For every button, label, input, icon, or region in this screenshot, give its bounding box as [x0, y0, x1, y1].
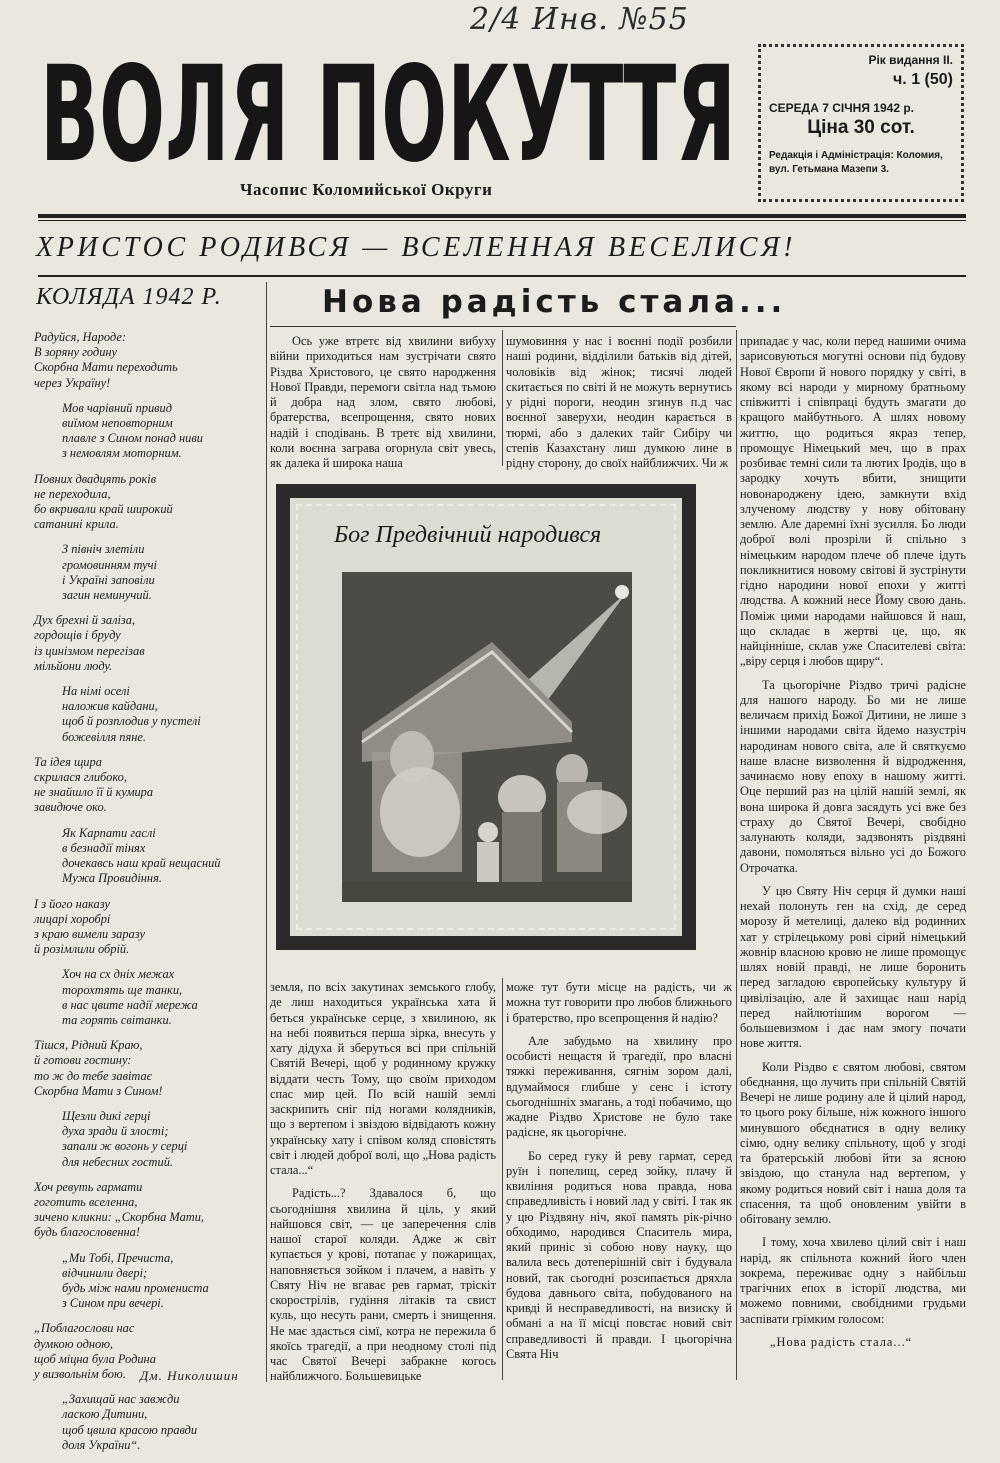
christmas-slogan: ХРИСТОС РОДИВСЯ — ВСЕЛЕННАЯ ВЕСЕЛИСЯ! [36, 232, 796, 263]
article-paragraph: Ось уже втретє від хвилини вибуху війни приходиться нам зустрічати свято Різдва Христового, це свято народження Нової Правди, перемоги світла над тьмою й добра над злом, свято любові, братерства, всепрощення, свято нових надій і сподівань. В третє від хвилини, коли воєнна заграва огорнула світ увесь, як далека й широка наша [270, 334, 496, 470]
article-closing-line: „Нова радість стала...“ [770, 1334, 913, 1349]
poem-stanza: З північ злетіли громовинням тучі і Україні заповіли загин неминучий. [62, 542, 157, 603]
article-paragraph: Коли Різдво є святом любові, святом обєднання, що лучить при спільній Святій Вечері не лише родину але й цілий народ, то цього року більше, ніж кожного іншого минувшого обєднатися в одну велику сімю, одну велику спільноту, щоб у згоді та братерській любові йти за ясною звіздою, що станула над вертепом, у якому родиться новий світ і наша доля та спасення, та щоб оновленим увійти в обітовану землю. [740, 1059, 966, 1226]
article-paragraph: Радість...? Здавалося б, що сьогоднішня хвилина й ціль, у який найшовся світ, — це заперечення слів нашої старої коляди. Адже ж світ купається у крові, потапає у пожарищах, наповняється зойком і плачем, а навіть у Святу Ніч не вгаває рев гармат, тріскіт скорострілів, гудіння літаків та свист куль, що несуть рани, смерть і знищення. Не має здасться сімї, котра не пережила б якоїсь трагедії, а при неодному столі під час Святої Вечері забракне когось найближчого. Большевицьке [270, 1186, 496, 1384]
poem-stanza: Та ідея щира скрилася глибоко, не знайшло її й кумира завидюче око. [34, 754, 154, 815]
poem-author: Дм. Николишин [140, 1368, 239, 1383]
article-paragraph: Та цьогорічне Різдво тричі радісне для нашого народу. Бо ми не лише величаєм прихід Божої Дитини, не лише з іншими народами світа йдемо назустріч народинам нового світа, але й святкуємо наше власне визволення й відродження, зачинаємо нову епоху в нашому житті. Оце перший раз на цілій нашій землі, як вона широка й довга засядуть усі вже без страху до Святої Вечері, свобідно залунають коляди, задзвонять різдвяні давони, помоляться вільно усі до Божого Отрочатка. [740, 677, 966, 875]
article-paragraph: Бо серед гуку й реву гармат, серед руїн і попелищ, серед зойку, плачу й квиління родиться нова правда, нова справедливість і новий лад у світі. І так як у цю Різдвяну ніч, якої память рік-річно обходимо, народився Спаситель мира, який приніс зі собою нову науку, що валила весь дотеперішній світ і будувала новий, так сьогодні розсипається дряхла будова давнього світа, побудованого на кривді й несправедливості, на визиску й обмані а на її місці повстає новий світ справедливості й правди. І цьогорічна Свята Ніч [506, 1148, 732, 1361]
poem-title: КОЛЯДА 1942 Р. [36, 284, 222, 310]
article-column-2-bottom [506, 980, 732, 1362]
column-rule [266, 282, 267, 1382]
article-paragraph: припадає у час, коли перед нашими очима зарисовуються могутні основи під будову Нової Європи й нового порядку у світі, в якому всі народи у мирному братньому співжитті і співпраці будуть змагати до кращого майбутнього. А шлях новому життю, що родиться якраз тепер, промощує Німецький меч, що в прах розбиває темні сили та лютих Іродів, що в зародку хочуть вбити, знищити новонароджену ідею, замкнути вхід злученому людству у нову обітовану землю. Але даремні їхні зусилля. Бо люди доброї волі прозріли й спільно з німецьким народом плече об плече ідуть покликнитися новому світові й зустрінути гідно народини нової епохи у житті людства. А кожний несе Йому свою дань. Поміж цими народами найшовся й наш, що складає в жертві це, що, як найцінніше, склав уже Спасителеві світа: „віру серця і любов щиру“. [740, 334, 966, 669]
masthead-rule-thin [38, 220, 966, 221]
headline-rule [270, 326, 736, 327]
editorial-address [769, 149, 953, 176]
article-headline: Нова радість стала... [322, 284, 787, 320]
poem-stanza: „Захищай нас завжди ласкою Дитини, щоб цвила красою правди доля України“. [62, 1392, 198, 1452]
column-rule [736, 330, 737, 1380]
article-column-1-top [270, 334, 496, 471]
article-paragraph: І тому, хоча хвилево цілий світ і наш нарід, як спільнота кожний його член зокрема, переживає одну з найбільш трагічних епох в історії людства, ми можемо повними, свобідними грудьми заспівати грімким голосом: [740, 1235, 966, 1326]
article-column-2-top [506, 334, 732, 471]
masthead-subtitle: Часопис Коломийської Округи [240, 180, 493, 199]
issue-number: ч. 1 (50) [893, 71, 953, 88]
article-paragraph: земля, по всіх закутинах земського глобу, де лиш находиться українська хата й беться українське серце, з хвилиною, як на небі появиться перша зірка, внесуть у хату дідуха й зберуться всі при спільній Святій Вечері, щоб у родинному кружку віддати честь Тому, що своїм приходом спас мир цей. По всій нашій землі заскрипить сніг під ногами колядників, що з вертепом і звіздою відвідають кожну українську хату і співом коляд сповістять світ і людей доброї волі, що „Нова радість стала...“ [270, 980, 496, 1177]
column-rule [502, 978, 503, 1380]
masthead-rule [38, 214, 966, 218]
poem-stanza: Дух брехні й заліза, гордощів і бруду із цинізмом перегізав мільйони люду. [34, 613, 145, 673]
article-paragraph: шумовиння у нас і воєнні події розбили наші родини, відділили батьків від дітей, чоловіків від жінок; тисячі людей скитається по світі й не можуть вернутись у рідні пороги, неодин згинув п.д час воєнної заверухи, неодин карається в тюрмі, або з далеких тайг Сибіру чи степів Казахстану лиш думкою лине в рідну сторону, до своїх найближчих. Чи ж [506, 334, 732, 470]
article-column-1-bottom [270, 980, 496, 1385]
poem-stanza: Хоч на сх дніх межах торохтять ще танки, в нас цвите надії мережа та горять світанки. [62, 967, 198, 1027]
poem-stanza: Хоч ревуть гармати гоготить вселенна, зичено кликни: „Скорбна Мати, будь благословенна! [34, 1179, 205, 1240]
editorial-address-line: вул. Гетьмана Мазепи 3. [769, 163, 889, 175]
poem-stanza: Радуйся, Народе: В зоряну годину Скорбна Мати переходить через Україну! [34, 330, 178, 390]
publication-year: Рік видання II. [868, 53, 953, 67]
article-paragraph: може тут бути місце на радість, чи ж можна тут говорити про любов ближнього і братерство, про всепрощення й надію? [506, 980, 732, 1025]
poem-stanza: Як Карпати гаслі в безнадії тінях дочекавсь наш край нещасний Мужа Провидіння. [62, 825, 221, 886]
masthead-title: ВОЛЯ ПОКУТТЯ [40, 48, 736, 178]
poem-stanza: Щезли дикі герці духа зради й злості; запали ж вогонь у серці для небесних гостий. [62, 1108, 188, 1169]
poem-stanza: Повних двадцять років не переходила, бо вкривали край широкий сатанині крила. [34, 471, 173, 532]
poem-stanza: „Ми Тобі, Пречиста, відчинили двері; будь між нами промениста з Сином при вечері. [62, 1250, 209, 1311]
poem-body [34, 330, 262, 1463]
article-paragraph: У цю Святу Ніч серця й думки наші нехай полонуть ген на схід, де серед морозу й метелиці, далеко від родинних хат у стрілецькому рові сірий німецький жовнір власною кровю не лише промощує шлях новій правді, не лише боронить перед загладою європейську культуру й цивілізацію, але й захищає наш нарід перед найлютішим ворогом — большевизмом і дає нам змогу почати нове життя. [740, 883, 966, 1051]
issue-info-box [758, 44, 964, 202]
section-rule [38, 275, 966, 277]
poem-stanza: І з його наказу лицарі хоробрі з краю вимели заразу й розімлили обрій. [34, 896, 145, 957]
poem-stanza: „Поблагослови нас думкою одною, щоб міцна була Родина у визвольнім бою. [34, 1321, 156, 1381]
poem-stanza: Мов чарівний привид виїмом неповторним плавле з Сином понад ниви з немовлям моторним. [62, 400, 203, 461]
nativity-illustration [342, 572, 632, 902]
column-rule [502, 330, 503, 466]
article-paragraph: Але забудьмо на хвилину про особисті нещастя й трагедії, про власні тяжкі переживання, сягнім зором далі, вдумаймося глибше у сенс і істоту сьогоднішніх змагань, а тоді побачимо, що жадне Різдво Христове не було таке радісне, як цьогорічне. [506, 1033, 732, 1140]
archive-inventory-note: 2/4 Инв. №55 [470, 2, 689, 37]
issue-price: Ціна 30 сот. [807, 117, 915, 138]
masthead-logo [40, 48, 740, 178]
editorial-address-line: Редакція і Адміністрація: Коломия, [769, 150, 943, 161]
article-column-3 [740, 334, 966, 1350]
issue-date: СЕРЕДА 7 СІЧНЯ 1942 р. [769, 101, 914, 115]
poem-stanza: Тішся, Рідний Краю, й готови гостину: то ж до тебе завітає Скорбна Мати з Сином! [34, 1038, 163, 1098]
poem-stanza: На німі оселі наложив кайдани, щоб й розплодив у пустелі божевілля пяне. [62, 684, 201, 744]
illustration-title: Бог Предвічний народився [334, 522, 602, 548]
